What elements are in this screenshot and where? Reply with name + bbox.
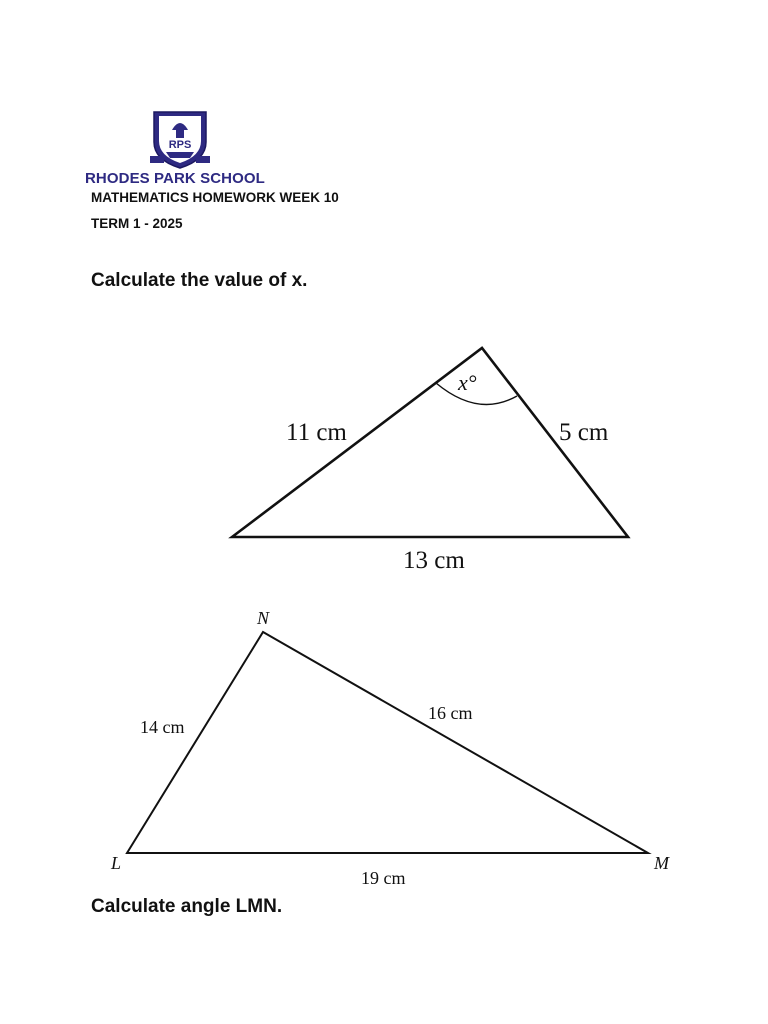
triangle-2-shape — [127, 632, 648, 853]
question-2-prompt: Calculate angle LMN. — [91, 896, 283, 917]
vertex-l-label: L — [111, 853, 122, 873]
side-ln-label: 14 cm — [140, 717, 185, 737]
side-lm-label: 19 cm — [361, 868, 406, 888]
angle-x-label: x° — [458, 370, 477, 395]
vertex-n-label: N — [257, 608, 270, 628]
school-name: RHODES PARK SCHOOL — [85, 170, 265, 187]
homework-title: MATHEMATICS HOMEWORK WEEK 10 — [91, 190, 339, 205]
side-left-label: 11 cm — [286, 419, 347, 446]
crest-text: RPS — [168, 139, 192, 151]
question-1-prompt: Calculate the value of x. — [91, 270, 308, 291]
vertex-m-label: M — [654, 853, 669, 873]
side-right-label: 5 cm — [559, 419, 609, 446]
side-bottom-label: 13 cm — [403, 547, 465, 574]
side-nm-label: 16 cm — [428, 703, 473, 723]
term-label: TERM 1 - 2025 — [91, 216, 183, 231]
